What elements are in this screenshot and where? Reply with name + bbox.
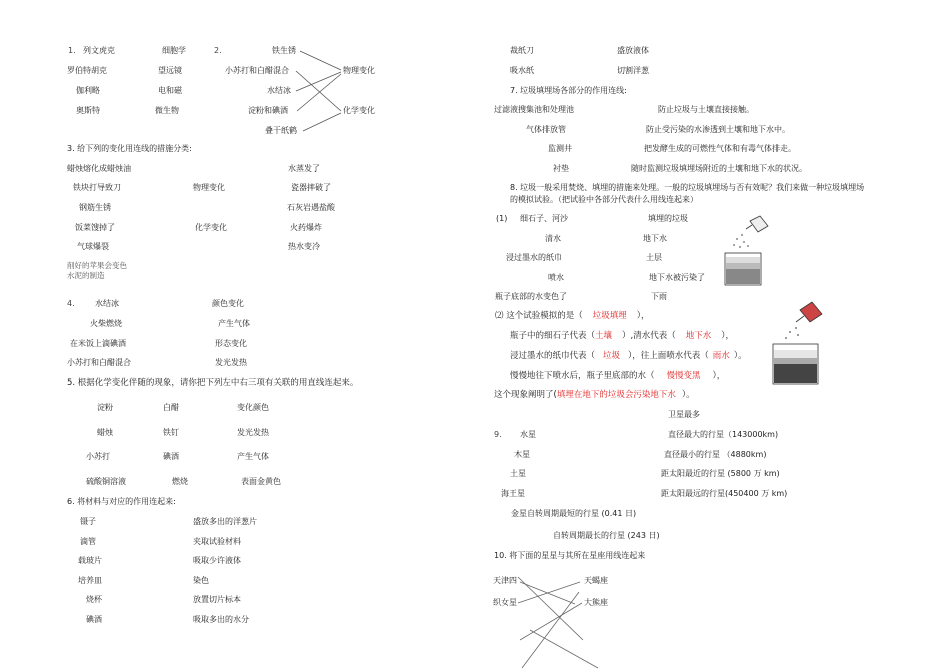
- q6-left-2: 滴管: [80, 537, 96, 546]
- q5-r2-c1: 蜡烛: [97, 428, 113, 437]
- q6-left-7: 裁纸刀: [510, 46, 534, 55]
- q8-s4-prefix: 慢慢地往下喷水后，瓶子里底部的水（: [510, 371, 655, 381]
- q8-part-1: (1): [496, 214, 508, 223]
- q4-left-1: 水结冰: [95, 299, 119, 308]
- q2-item-2: 小苏打和白醋混合: [225, 66, 289, 75]
- q8-s5-prefix: 这个现象阐明了(: [494, 390, 557, 400]
- q8-sentence-2: [510, 332, 734, 341]
- q8-s1-prefix: ⑵ 这个试验模拟的是（: [495, 311, 583, 321]
- q6-left-5: 烧杯: [86, 595, 102, 604]
- q8-right-4: 地下水被污染了: [649, 273, 705, 282]
- q9-top-label: 卫星最多: [668, 410, 700, 419]
- q7-right-2: 防止受污染的水渗透到土壤和地下水中。: [646, 125, 790, 134]
- q8-s3-prefix: 浸过墨水的纸巾代表（: [510, 351, 596, 361]
- q8-answer-spray: 雨水: [712, 351, 730, 361]
- q8-answer-darken: 慢慢变黑: [666, 371, 701, 381]
- q3-right-3: 石灰岩遇盐酸: [287, 203, 335, 212]
- q7-left-2: 气体排放管: [526, 125, 566, 134]
- q8-answer-tissue: 垃圾: [603, 351, 621, 361]
- q6-right-3: 吸取少许液体: [193, 556, 241, 565]
- q7-title: 7. 垃圾填埋场各部分的作用连线:: [510, 86, 627, 95]
- q8-left-2: 清水: [545, 234, 561, 243]
- q3-extra-2: 水泥的制造: [67, 271, 105, 280]
- q8-answer-simulation: 垃圾填埋: [592, 311, 627, 321]
- q3-right-1: 水蒸发了: [288, 164, 320, 173]
- q5-r4-c1: 硫酸铜溶液: [86, 477, 126, 486]
- q8-left-4: 喷水: [548, 273, 564, 282]
- q6-right-2: 夹取试验材料: [193, 537, 241, 546]
- q1-right-2: 望远镜: [158, 66, 182, 75]
- q1-right-4: 微生物: [155, 106, 179, 115]
- q7-right-1: 防止垃圾与土壤直接接触。: [658, 105, 754, 114]
- q3-title: 3. 给下列的变化用连线的措施分类:: [67, 144, 192, 153]
- q8-sentence-4: [510, 372, 725, 381]
- q2-item-5: 叠干纸鹤: [265, 126, 297, 135]
- q1-right-3: 电和磁: [158, 86, 182, 95]
- q7-right-4: 随时监测垃圾填埋场附近的土壤和地下水的状况。: [631, 164, 807, 173]
- q9-planet-2: 木星: [514, 450, 530, 459]
- q4-left-3: 在米饭上滴碘酒: [70, 339, 126, 348]
- q5-r2-c3: 发光发热: [237, 428, 269, 437]
- q8-left-1: 细石子、河沙: [520, 214, 568, 223]
- q2-item-1: 铁生锈: [272, 46, 296, 55]
- q3-right-2: 瓷器摔破了: [291, 183, 331, 192]
- q7-left-1: 过滤液搜集池和处理池: [494, 105, 574, 114]
- q6-right-6: 吸取多出的水分: [193, 615, 249, 624]
- q2-category-chemical: 化学变化: [343, 106, 375, 115]
- q4-left-2: 火柴燃烧: [90, 319, 122, 328]
- q9-desc-2: 直径最小的行星 （4880km): [664, 450, 767, 459]
- q3-left-5: 气球爆裂: [77, 242, 109, 251]
- q8-right-3: 土层: [646, 253, 662, 262]
- q2-item-4: 淀粉和碘酒: [248, 106, 288, 115]
- q3-left-4: 饭菜馊掉了: [75, 223, 115, 232]
- q8-s3-suffix: ）。: [733, 351, 747, 361]
- q8-s1-suffix: ），: [636, 311, 650, 321]
- q6-left-8: 吸水纸: [510, 66, 534, 75]
- q4-left-4: 小苏打和白醋混合: [67, 358, 131, 367]
- q2-item-3: 水结冰: [267, 86, 291, 95]
- q1-left-2: 罗伯特胡克: [67, 66, 107, 75]
- q9-desc-3: 距太阳最近的行星 (5800 万 km): [661, 469, 780, 478]
- q9-planet-3: 土星: [510, 469, 526, 478]
- q8-left-3: 浸过墨水的纸巾: [506, 253, 562, 262]
- q7-right-3: 把发酵生成的可燃性气体和有毒气体排走。: [644, 144, 796, 153]
- q5-r3-c2: 碘酒: [163, 452, 179, 461]
- q8-right-2: 地下水: [643, 234, 667, 243]
- q9-desc-6: 自转周期最长的行星 (243 日): [553, 531, 660, 540]
- q3-right-5: 热水变冷: [288, 242, 320, 251]
- q6-left-1: 镊子: [80, 517, 96, 526]
- q8-answer-conclusion: 填埋在地下的垃圾会污染地下水: [556, 390, 676, 400]
- q8-sentence-5: [494, 391, 695, 400]
- q9-desc-4: 距太阳最远的行星(450400 万 km): [661, 489, 788, 498]
- q10-constellation-1: 天蝎座: [584, 576, 608, 585]
- q6-left-3: 载玻片: [78, 556, 102, 565]
- q8-title-line-1: 8. 垃圾一般采用焚烧、填埋的措施来处理。一般的垃圾填埋场与否有效呢？我们来做一种垃圾填埋场: [510, 183, 865, 192]
- q5-r1-c3: 变化颜色: [237, 403, 269, 412]
- q8-s2-mid: ）,清水代表（: [622, 331, 676, 341]
- q8-sentence-3: [510, 352, 747, 361]
- q2-number: 2.: [214, 46, 222, 55]
- q8-s3-mid: ），往上面喷水代表（: [628, 351, 709, 361]
- q3-extra-1: 削好的苹果会变色: [67, 261, 127, 270]
- q6-right-7: 盛放液体: [617, 46, 649, 55]
- q8-answer-gravel: 土壤: [595, 331, 613, 341]
- q5-r1-c1: 淀粉: [97, 403, 113, 412]
- q5-r2-c2: 铁钉: [163, 428, 179, 437]
- q10-star-1: 天津四: [493, 576, 517, 585]
- q9-desc-1: 直径最大的行星（143000km): [668, 430, 779, 439]
- q5-title: 5. 根据化学变化伴随的现象，请你把下列左中右三项有关联的用直线连起来。: [67, 378, 359, 388]
- q2-category-physical: 物理变化: [343, 66, 375, 75]
- q3-category-physical: 物理变化: [193, 183, 225, 192]
- q5-r4-c3: 表面金黄色: [241, 477, 281, 486]
- q1-number: 1.: [68, 46, 76, 55]
- q1-right-1: 细胞学: [162, 46, 186, 55]
- q10-title: 10. 将下面的星星与其所在星座用线连起来: [494, 551, 646, 560]
- q3-right-4: 火药爆炸: [290, 223, 322, 232]
- q6-left-6: 碘酒: [86, 615, 102, 624]
- q8-s4-suffix: ），: [712, 371, 726, 381]
- q4-number: 4.: [67, 299, 75, 308]
- q9-number: 9.: [494, 430, 502, 439]
- q3-left-2: 铁块打导致刀: [73, 183, 121, 192]
- q8-sentence-1: [495, 312, 649, 321]
- q8-s5-suffix: ）。: [681, 390, 695, 400]
- q4-right-3: 形态变化: [215, 339, 247, 348]
- q8-left-5: 瓶子底部的水变色了: [495, 292, 567, 301]
- q8-title-line-2: 的模拟试验。（把试验中各部分代表什么用线连起来）: [510, 195, 698, 204]
- experiment-result-bottle-figure: [770, 300, 825, 388]
- q5-r3-c1: 小苏打: [86, 452, 110, 461]
- q1-left-4: 奥斯特: [76, 106, 100, 115]
- q6-right-4: 染色: [193, 576, 209, 585]
- experiment-spray-bottle-figure: [722, 213, 772, 288]
- q6-right-1: 盛放多出的洋葱片: [193, 517, 257, 526]
- q8-answer-water: 地下水: [685, 331, 712, 341]
- q5-r3-c3: 产生气体: [237, 452, 269, 461]
- q7-left-4: 衬垫: [553, 164, 569, 173]
- q10-constellation-2: 大熊座: [584, 598, 608, 607]
- q4-right-4: 发光发热: [215, 358, 247, 367]
- q4-right-1: 颜色变化: [212, 299, 244, 308]
- q10-star-2: 织女星: [493, 598, 517, 607]
- q4-right-2: 产生气体: [218, 319, 250, 328]
- q5-r4-c2: 燃烧: [172, 477, 188, 486]
- q9-planet-4: 海王星: [501, 489, 525, 498]
- q1-left-3: 伽利略: [76, 86, 100, 95]
- q9-planet-1: 水星: [520, 430, 536, 439]
- q3-category-chemical: 化学变化: [195, 223, 227, 232]
- q6-right-8: 切割洋葱: [617, 66, 649, 75]
- q3-left-1: 蜡烛熔化成蜡烛油: [67, 164, 131, 173]
- q8-right-1: 填埋的垃圾: [648, 214, 688, 223]
- q6-title: 6. 将材料与对应的作用连起来:: [67, 497, 176, 506]
- q8-s2-suffix: ），: [721, 331, 735, 341]
- q8-s2-prefix: 瓶子中的细石子代表（: [510, 331, 596, 341]
- q1-left-1: 列文虎克: [83, 46, 115, 55]
- q6-left-4: 培养皿: [78, 576, 102, 585]
- q9-desc-5: 金星自转周期最短的行星 (0.41 日): [511, 509, 637, 518]
- q5-r1-c2: 白醋: [163, 403, 179, 412]
- q8-right-5: 下雨: [651, 292, 667, 301]
- q3-left-3: 钢筋生锈: [79, 203, 111, 212]
- q6-right-5: 放置切片标本: [193, 595, 241, 604]
- q7-left-3: 监测井: [548, 144, 572, 153]
